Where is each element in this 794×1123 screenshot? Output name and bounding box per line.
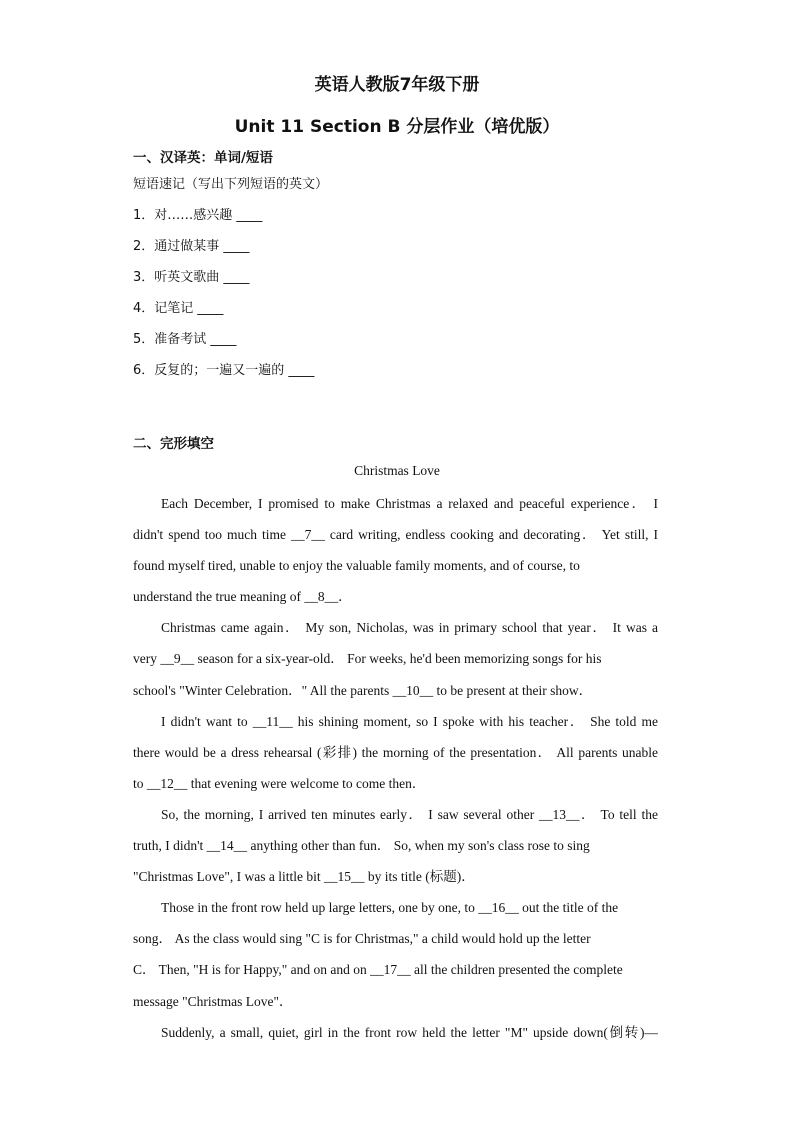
passage-line: very __9__ season for a six-year-old． For weeks, he'd been memorizing songs for his: [133, 651, 602, 667]
passage: [133, 488, 658, 1048]
passage-title: Christmas Love: [354, 463, 440, 478]
passage-line: understand the true meaning of __8__．: [133, 589, 352, 605]
passage-line: C． Then, "H is for Happy," and on and on __17__ all the children presented the complete: [133, 962, 623, 978]
passage-line: "Christmas Love", I was a little bit __15__ by its title (标题)．: [133, 869, 475, 885]
vocab-item-3: 3．听英文歌曲 ____: [133, 270, 250, 285]
vocab-item-2: 2．通过做某事 ____: [133, 239, 250, 254]
vocab-item-1: 1．对……感兴趣 ____: [133, 208, 263, 223]
vocab-item-4: 4．记笔记 ____: [133, 301, 224, 316]
passage-line: Suddenly, a small, quiet, girl in the front row held the letter "M" upside down(倒转)—: [161, 1024, 658, 1040]
section-2-heading: 二、完形填空: [133, 436, 214, 452]
passage-line: truth, I didn't __14__ anything other than fun． So, when my son's class rose to sing: [133, 838, 590, 854]
vocab-item-5: 5．准备考试 ____: [133, 332, 237, 347]
vocab-item-6: 6．反复的；一遍又一遍的 ____: [133, 363, 315, 378]
passage-line: found myself tired, unable to enjoy the valuable family moments, and of course, to: [133, 558, 580, 574]
passage-line: Those in the front row held up large letters, one by one, to __16__ out the title of the: [161, 900, 619, 916]
section-1-instruction: 短语速记（写出下列短语的英文）: [133, 177, 329, 192]
passage-line: message "Christmas Love"．: [133, 993, 293, 1009]
page-title: 英语人教版7年级下册: [314, 75, 480, 95]
passage-line: school's "Winter Celebration．" All the parents __10__ to be present at their show．: [133, 682, 593, 698]
passage-line: Each December, I promised to make Christmas a relaxed and peaceful experience． I: [161, 496, 658, 511]
passage-line: So, the morning, I arrived ten minutes early． I saw several other __13__． To tell the: [161, 806, 658, 822]
section-1-heading: 一、汉译英：单词/短语: [133, 150, 273, 166]
page-subtitle: Unit 11 Section B 分层作业（培优版）: [234, 117, 560, 137]
passage-line: Christmas came again． My son, Nicholas, was in primary school that year． It was a: [161, 620, 658, 636]
passage-line: song． As the class would sing "C is for Christmas," a child would hold up the letter: [133, 931, 591, 947]
passage-line: there would be a dress rehearsal (彩排) the morning of the presentation． All parents unable: [133, 744, 658, 760]
passage-line: I didn't want to __11__ his shining moment, so I spoke with his teacher． She told me: [161, 713, 658, 729]
passage-line: didn't spend too much time __7__ card writing, endless cooking and decorating． Yet still, I: [133, 527, 658, 543]
passage-line: to __12__ that evening were welcome to come then．: [133, 775, 426, 791]
